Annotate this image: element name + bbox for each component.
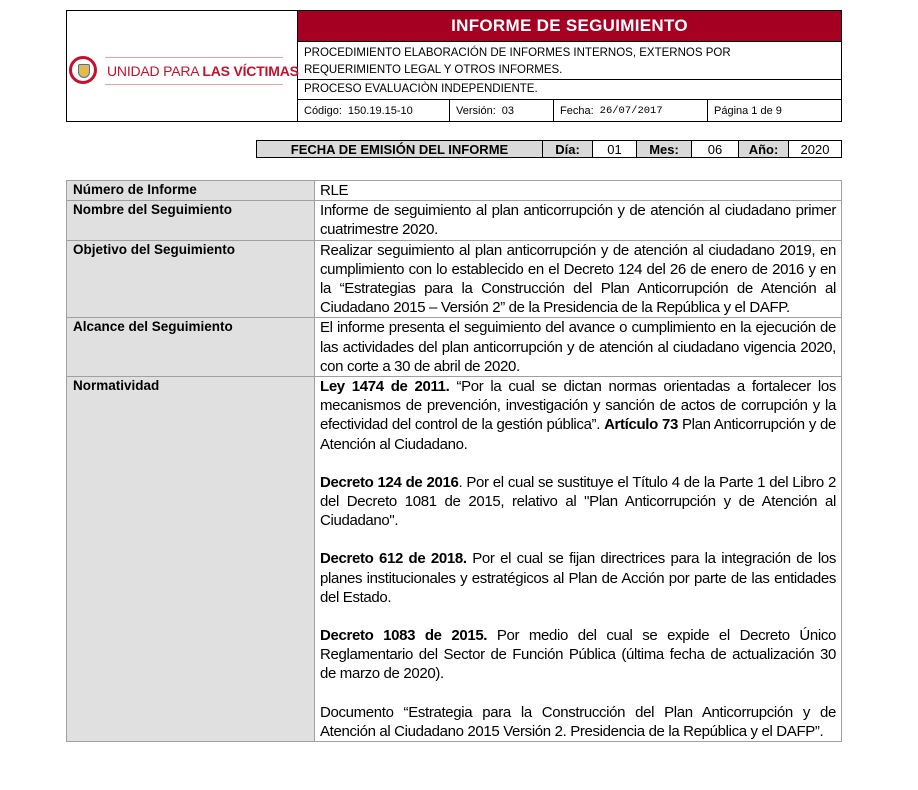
dia-label: Día: (543, 141, 593, 157)
codigo-cell: Código: 150.19.15-10 (298, 100, 450, 121)
table-row (67, 377, 842, 742)
nombre-value: Informe de seguimiento al plan anticorrupción y de atención al ciudadano primer cuatrimestre 2020. (315, 201, 842, 240)
coat-of-arms-icon (69, 56, 97, 84)
norma-item: Ley 1474 de 2011. “Por la cual se dictan normas orientadas a fortalecer los mecanismos de prevención, investigación y sanción de actos de corrupción y la efectividad del control de la gestión pública”. Artículo 73 Plan Anticorrupción y de Atención al Ciudadano. (320, 378, 837, 453)
header-info (298, 11, 841, 121)
logo-text: UNIDAD PARA LAS VÍCTIMAS (107, 63, 299, 79)
table-row (67, 318, 842, 377)
procedimiento-text: PROCEDIMIENTO ELABORACIÓN DE INFORMES INTERNOS, EXTERNOS POR REQUERIMIENTO LEGAL Y OTROS INFORMES. (298, 42, 841, 80)
numero-value: RLE (315, 181, 842, 201)
mes-label: Mes: (637, 141, 692, 157)
alcance-value: El informe presenta el seguimiento del avance o cumplimiento en la ejecución de las actividades del plan anticorrupción y de atención al ciudadano vigencia 2020, con corte a 30 de abril de 2020. (315, 318, 842, 377)
logo-divider (105, 84, 283, 85)
dia-value: 01 (593, 141, 637, 157)
normatividad-label: Normatividad (67, 377, 315, 742)
unidad-victimas-logo (69, 48, 299, 88)
objetivo-label: Objetivo del Seguimiento (67, 240, 315, 318)
document-header (66, 10, 842, 122)
norma-item: Documento “Estrategia para la Construcción del Plan Anticorrupción y de Atención al Ciudadano 2015 Versión 2. Presidencia de la República y el DAFP”. (320, 703, 836, 740)
document-title: INFORME DE SEGUIMIENTO (298, 11, 841, 42)
alcance-label: Alcance del Seguimiento (67, 318, 315, 377)
table-row (67, 181, 842, 201)
numero-label: Número de Informe (67, 181, 315, 201)
norma-item: Decreto 612 de 2018. Por el cual se fijan directrices para la integración de los planes institucionales y estratégicos al Plan de Acción por parte de las entidades del Estado. (320, 550, 836, 606)
table-row (67, 201, 842, 240)
mes-value: 06 (692, 141, 739, 157)
fecha-cell: Fecha: 26/07/2017 (554, 100, 708, 121)
emission-date-row (256, 140, 842, 158)
nombre-label: Nombre del Seguimiento (67, 201, 315, 240)
objetivo-value: Realizar seguimiento al plan anticorrupción y de atención al ciudadano 2019, en cumplimiento con lo establecido en el Decreto 124 del 26 de enero de 2016 y en la “Estrategias para la Construcción del Plan Anticorrupción de Atención al Ciudadano 2015 – Versión 2” de la Presidencia de la República y el DAFP. (315, 240, 842, 318)
report-info-table (66, 180, 842, 742)
logo-cell (67, 11, 298, 121)
anio-label: Año: (739, 141, 789, 157)
pagina-cell: Página 1 de 9 (714, 104, 782, 117)
norma-item: Decreto 124 de 2016. Por el cual se sustituye el Título 4 de la Parte 1 del Libro 2 del Decreto 1081 de 2015, relativo al "Plan Anticorrupción y de Atención al Ciudadano". (320, 473, 836, 530)
norma-item: Decreto 1083 de 2015. Por medio del cual se expide el Decreto Único Reglamentario del Sector de Función Pública (última fecha de actualización 30 de marzo de 2020). (320, 627, 837, 683)
document-meta (298, 100, 841, 121)
proceso-text: PROCESO EVALUACIÒN INDEPENDIENTE. (298, 80, 841, 100)
normatividad-value (315, 377, 842, 742)
emission-label: FECHA DE EMISIÓN DEL INFORME (257, 141, 543, 157)
logo-divider (105, 57, 283, 58)
anio-value: 2020 (800, 141, 830, 157)
table-row (67, 240, 842, 318)
version-cell: Versión: 03 (450, 100, 554, 121)
